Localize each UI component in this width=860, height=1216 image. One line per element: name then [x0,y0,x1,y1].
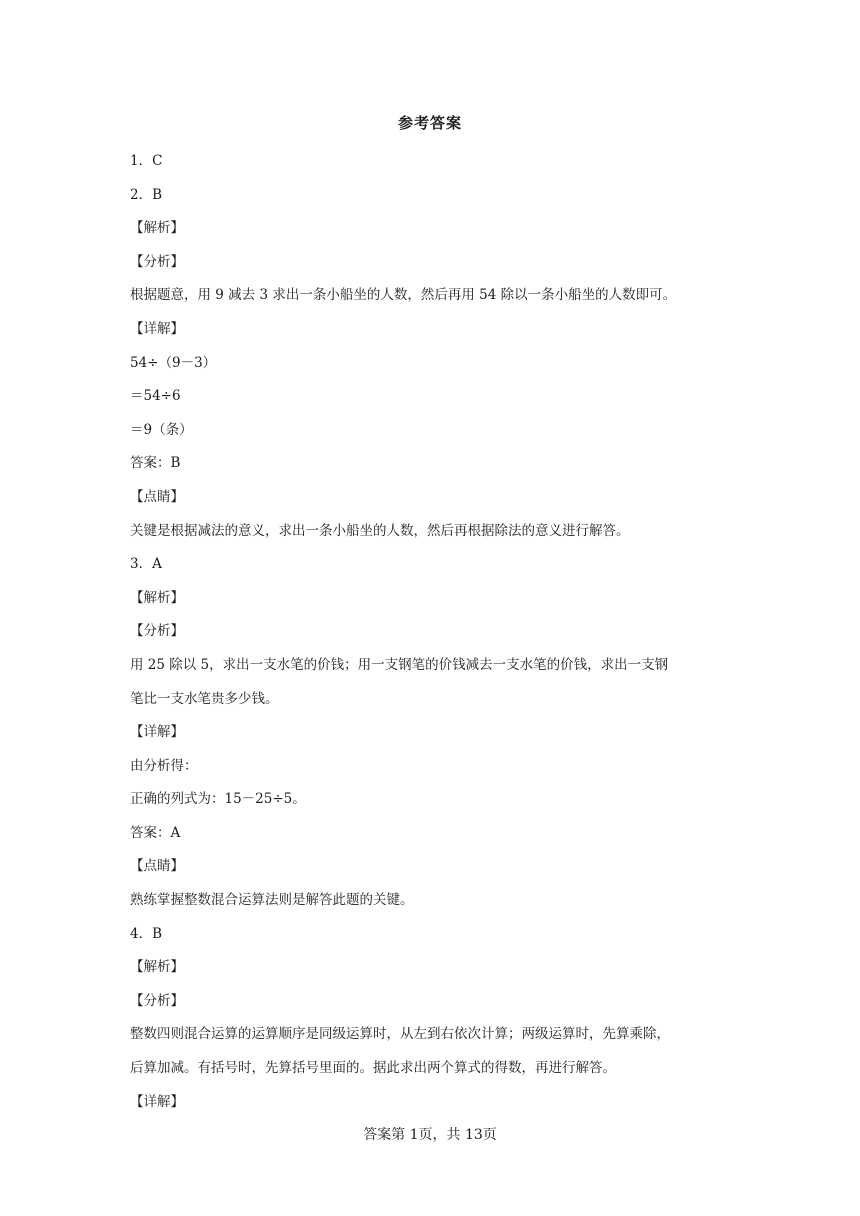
answer-line: 熟练掌握整数混合运算法则是解答此题的关键。 [130,892,414,909]
answer-line: 后算加减。有括号时，先算括号里面的。据此求出两个算式的得数，再进行解答。 [130,1060,616,1077]
section-heading: 【分析】 [130,623,184,640]
answer-line: 答案：B [130,455,181,472]
answer-line: 54÷（9－3） [130,354,217,371]
answer-line: 由分析得： [130,757,198,774]
answer-line: 用 25 除以 5，求出一支水笔的价钱；用一支钢笔的价钱减去一支水笔的价钱，求出一支钢 [130,656,669,673]
section-heading: 【解析】 [130,959,184,976]
answer-line: 正确的列式为：15－25÷5。 [130,791,306,808]
answer-line: ＝9（条） [130,421,193,438]
section-heading: 【详解】 [130,1093,184,1110]
answer-line: 根据题意，用 9 减去 3 求出一条小船坐的人数，然后再用 54 除以一条小船坐的人数即可。 [130,287,677,304]
answer-line: ＝54÷6 [130,388,181,405]
answer-line: 1．C [130,153,163,169]
answer-content [130,145,742,1119]
answer-line: 笔比一支水笔贵多少钱。 [130,690,279,707]
answer-line: 4．B [130,925,163,942]
section-heading: 【解析】 [130,589,184,606]
section-heading: 【详解】 [130,724,184,741]
page-footer: 答案第 1页，共 13页 [363,1127,497,1143]
section-heading: 【分析】 [130,992,184,1009]
page-title: 参考答案 [397,114,462,132]
section-heading: 【点睛】 [130,488,184,505]
answer-line: 答案：A [130,824,181,841]
section-heading: 【解析】 [130,220,184,237]
section-heading: 【点睛】 [130,858,184,875]
answer-line: 3．A [130,556,162,573]
section-heading: 【详解】 [130,320,184,337]
section-heading: 【分析】 [130,253,184,270]
answer-line: 2．B [130,186,163,203]
answer-line: 关键是根据减法的意义，求出一条小船坐的人数，然后再根据除法的意义进行解答。 [130,522,630,539]
answer-line: 整数四则混合运算的运算顺序是同级运算时，从左到右依次计算；两级运算时，先算乘除， [130,1026,670,1043]
